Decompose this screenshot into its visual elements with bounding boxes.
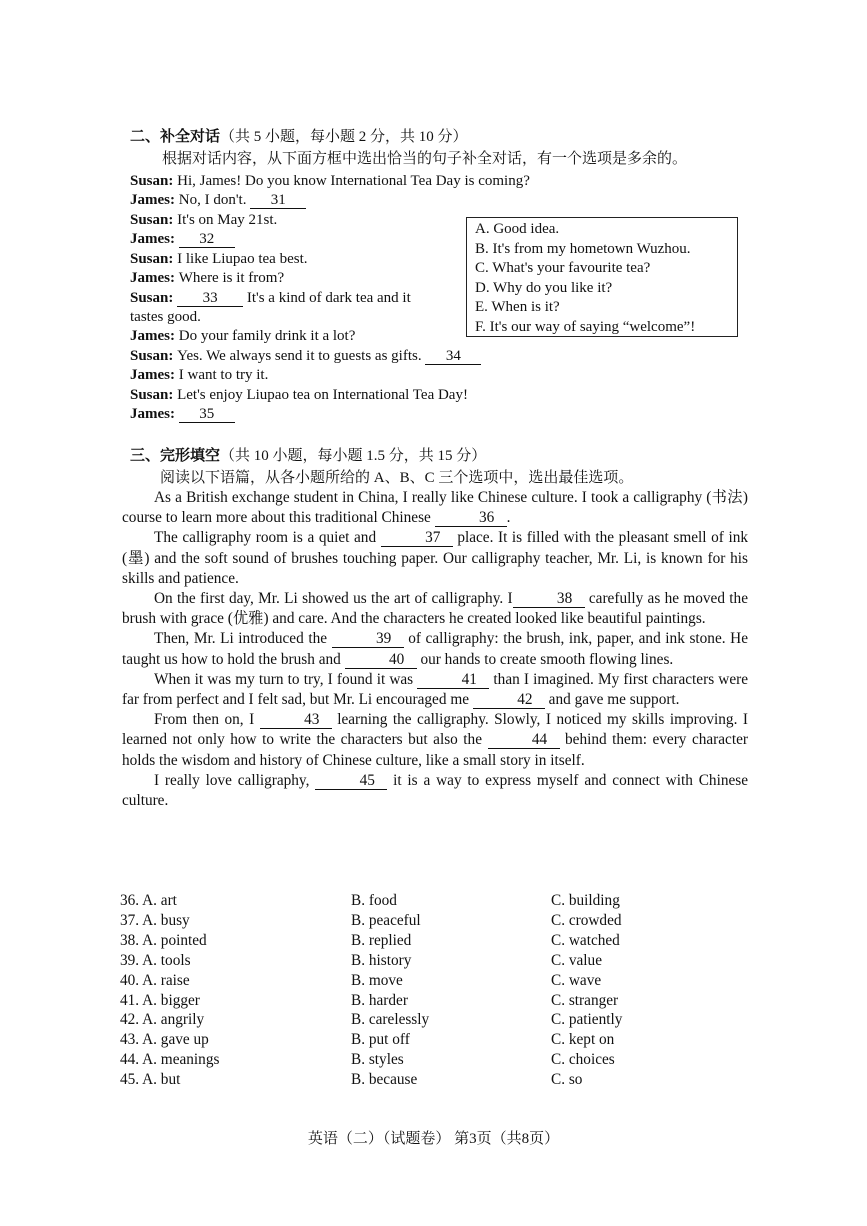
choice-a: 38. A. pointed <box>120 931 207 949</box>
option-item: D. Why do you like it? <box>475 279 613 296</box>
option-item: F. It's our way of saying “welcome”! <box>475 318 696 335</box>
choice-a: 44. A. meanings <box>120 1051 220 1069</box>
passage-text: As a British exchange student in China, I really like Chinese culture. I took a calligraphy (书法) course to learn more about this traditional Chinese <box>122 489 748 527</box>
passage-text: behind them: every character holds the wisdom and history of Chinese culture, like a small story in itself. <box>122 731 748 769</box>
passage-text: carefully as he moved the brush with grace (优雅) and care. And the characters he created looked like beautiful paintings. <box>122 590 748 628</box>
choice-a: 43. A. gave up <box>120 1031 209 1049</box>
cloze-blank: 44 <box>488 732 560 749</box>
passage-text: and gave me support. <box>544 691 680 709</box>
passage-paragraph <box>122 528 748 589</box>
cloze-blank: 45 <box>315 773 387 790</box>
dialogue-line <box>130 191 306 210</box>
passage-text: When it was my turn to try, I found it was <box>154 670 418 688</box>
section3-instruction: 阅读以下语篇，从各小题所给的 A、B、C 三个选项中，选出最佳选项。 <box>160 470 634 486</box>
dialogue-line <box>130 347 481 366</box>
choice-a: 45. A. but <box>120 1071 181 1089</box>
passage-paragraph <box>122 629 748 669</box>
section3-heading <box>130 447 486 466</box>
cloze-blank: 42 <box>473 692 545 709</box>
choice-a: 42. A. angrily <box>120 1011 205 1029</box>
passage-paragraph <box>122 771 748 811</box>
dialogue-text: I want to try it. <box>178 367 269 383</box>
answer-blank: 32 <box>179 231 235 248</box>
speaker-name: James: <box>130 406 179 422</box>
passage-paragraph <box>122 488 748 528</box>
passage-text: Then, Mr. Li introduced the <box>154 630 332 648</box>
speaker-name: Susan: <box>130 290 178 306</box>
choice-c: C. building <box>551 892 620 909</box>
section2-title: 二、补全对话 <box>130 129 221 145</box>
answer-blank: 31 <box>250 192 306 209</box>
passage-text: The calligraphy room is a quiet and <box>154 529 381 547</box>
choice-b: B. history <box>351 951 412 969</box>
section3-title: 三、完形填空 <box>130 448 221 464</box>
choice-b: B. harder <box>351 991 408 1009</box>
answer-blank: 34 <box>425 348 481 365</box>
choice-a: 40. A. raise <box>120 971 190 989</box>
choice-b: B. replied <box>351 931 412 949</box>
choice-c: C. so <box>551 1071 583 1089</box>
dialogue-line <box>130 289 411 308</box>
cloze-blank: 37 <box>381 530 453 547</box>
dialogue-text: No, I don't. <box>178 192 251 208</box>
passage-text: it is a way to express myself and connect with Chinese culture. <box>122 771 748 810</box>
cloze-blank: 40 <box>345 652 417 669</box>
passage-text: learning the calligraphy. Slowly, I noticed my skills improving. I learned not only how to write the characters but also the <box>122 711 748 749</box>
dialogue-line <box>130 172 530 191</box>
speaker-name: Susan: <box>130 212 178 228</box>
choice-c: C. crowded <box>551 911 622 929</box>
dialogue-text: It's on May 21st. <box>177 212 278 228</box>
passage-text: our hands to create smooth flowing lines. <box>416 650 674 668</box>
dialogue-line <box>130 250 307 269</box>
choice-c: C. watched <box>551 931 620 949</box>
speaker-name: Susan: <box>130 387 178 403</box>
choice-c: C. wave <box>551 971 602 989</box>
passage-paragraph <box>122 589 748 629</box>
dialogue-text: It's a kind of dark tea and it <box>243 290 411 306</box>
dialogue-line <box>130 386 468 405</box>
option-item: A. Good idea. <box>475 221 560 237</box>
option-item: C. What's your favourite tea? <box>475 260 651 276</box>
choice-c: C. stranger <box>551 991 619 1009</box>
dialogue-line <box>130 327 355 346</box>
section3-note: （共 10 小题，每小题 1.5 分，共 15 分） <box>220 448 487 464</box>
option-item: B. It's from my hometown Wuzhou. <box>475 240 691 257</box>
passage-text: I really love calligraphy, <box>154 771 316 789</box>
choice-b: B. peaceful <box>351 911 421 929</box>
choice-c: C. choices <box>551 1051 615 1069</box>
section2-note: （共 5 小题，每小题 2 分，共 10 分） <box>220 129 468 145</box>
page-footer: 英语（二）（试题卷） 第3页（共8页） <box>307 1131 560 1147</box>
choice-b: B. move <box>351 971 403 989</box>
section2-instruction: 根据对话内容，从下面方框中选出恰当的句子补全对话，有一个选项是多余的。 <box>162 151 688 167</box>
cloze-blank: 43 <box>260 712 332 729</box>
choice-a: 39. A. tools <box>120 951 191 969</box>
choice-a: 41. A. bigger <box>120 991 200 1009</box>
dialogue-line <box>130 230 235 249</box>
passage-text: From then on, I <box>154 711 260 729</box>
speaker-name: James: <box>130 270 179 286</box>
passage-text: of calligraphy: the brush, ink, paper, and ink stone. He taught us how to hold the brush and <box>122 630 748 668</box>
options-box <box>466 217 738 337</box>
choice-a: 37. A. busy <box>120 911 190 929</box>
passage-text: than I imagined. My first characters were far from perfect and I felt sad, but Mr. Li encouraged me <box>122 670 748 709</box>
dialogue-text: Yes. We always send it to guests as gifts. <box>177 348 426 364</box>
speaker-name: James: <box>130 367 179 383</box>
section2-heading <box>130 128 468 147</box>
dialogue-line <box>130 366 268 385</box>
speaker-name: James: <box>130 328 179 344</box>
cloze-blank: 38 <box>513 591 585 608</box>
dialogue-text: Hi, James! Do you know International Tea Day is coming? <box>177 173 530 189</box>
passage-paragraph <box>122 710 748 771</box>
choice-b: B. styles <box>351 1051 404 1069</box>
choice-b: B. because <box>351 1071 418 1089</box>
choice-c: C. value <box>551 951 602 969</box>
speaker-name: James: <box>130 192 179 208</box>
choice-c: C. patiently <box>551 1011 623 1029</box>
cloze-blank: 39 <box>332 631 404 648</box>
dialogue-text: Let's enjoy Liupao tea on International Tea Day! <box>177 387 468 403</box>
dialogue-line <box>130 211 277 230</box>
choice-b: B. put off <box>351 1031 410 1049</box>
speaker-name: James: <box>130 231 179 247</box>
choice-b: B. carelessly <box>351 1011 430 1029</box>
passage-paragraph <box>122 670 748 710</box>
dialogue-text: I like Liupao tea best. <box>177 251 308 267</box>
dialogue-text: Do your family drink it a lot? <box>178 328 356 344</box>
answer-blank: 35 <box>179 406 235 423</box>
speaker-name: Susan: <box>130 173 178 189</box>
choice-a: 36. A. art <box>120 892 177 909</box>
dialogue-line <box>130 269 284 288</box>
answer-blank: 33 <box>177 290 243 307</box>
cloze-blank: 36 <box>435 510 507 527</box>
speaker-name: Susan: <box>130 251 178 267</box>
cloze-passage <box>122 488 748 811</box>
dialogue-text: Where is it from? <box>178 270 285 286</box>
choice-c: C. kept on <box>551 1031 615 1049</box>
cloze-blank: 41 <box>417 672 489 689</box>
passage-text: place. It is filled with the pleasant smell of ink (墨) and the soft sound of brushes touching paper. Our calligraphy teacher, Mr. Li, is known for his skills and patience. <box>122 529 749 587</box>
dialogue-text: tastes good. <box>130 309 201 325</box>
dialogue-line <box>130 308 201 327</box>
passage-text: On the first day, Mr. Li showed us the art of calligraphy. I <box>154 590 513 608</box>
dialogue-line <box>130 405 235 424</box>
passage-text: . <box>506 509 511 527</box>
speaker-name: Susan: <box>130 348 178 364</box>
option-item: E. When is it? <box>475 299 560 315</box>
choice-b: B. food <box>351 892 397 909</box>
